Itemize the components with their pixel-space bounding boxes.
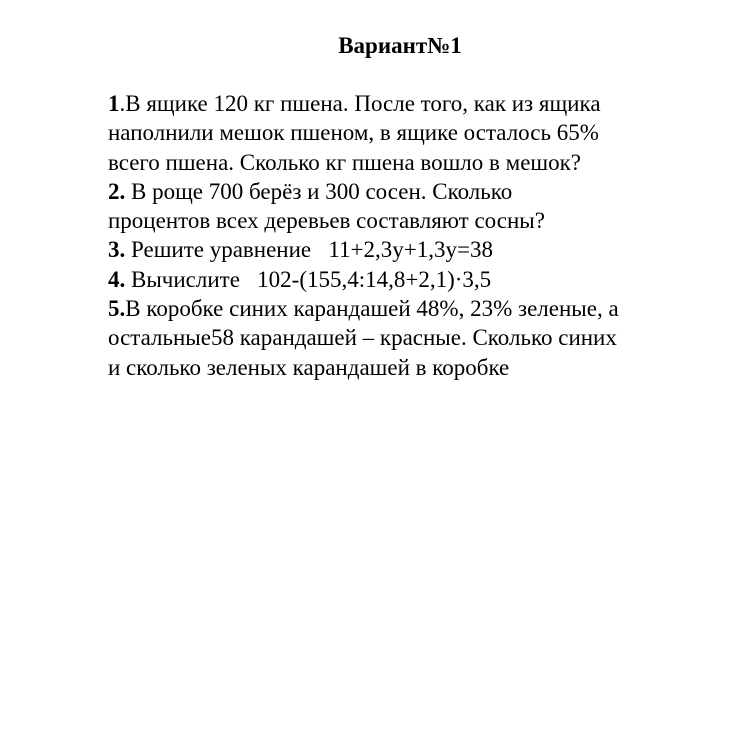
task-3-number: 3. (108, 237, 126, 263)
page-title: Вариант№1 (338, 33, 462, 58)
task-1-text-1: .В ящике 120 кг пшена. После того, как из ящика (119, 91, 601, 116)
task-2-text-1: В роще 700 берёз и 300 сосен. Сколько (125, 178, 513, 204)
task-1-line-1 (108, 89, 728, 118)
task-4-line-1 (108, 265, 728, 294)
task-5-line-2: остальные58 карандашей – красные. Сколько синих (108, 325, 617, 351)
task-2-line-1 (108, 177, 728, 206)
task-list (108, 89, 728, 382)
task-2-number: 2. (108, 178, 126, 204)
task-5-line-1 (108, 294, 728, 323)
task-1-line-2: наполнили мешок пшеном, в ящике осталось 65% (108, 120, 599, 146)
task-1-line-3: всего пшена. Сколько кг пшена вошло в мешок? (108, 149, 582, 175)
task-3-text-1: Решите уравнение 11+2,3у+1,3у=38 (125, 237, 493, 263)
task-5-number: 5. (108, 296, 126, 322)
task-5-text-1: В коробке синих карандашей 48%, 23% зеленые, а (125, 296, 619, 322)
task-1-number: 1 (108, 91, 120, 116)
task-5-line-3: и сколько зеленых карандашей в коробке (108, 354, 510, 380)
task-3-line-1 (108, 235, 728, 264)
task-4-text-1: Вычислите 102-(155,4:14,8+2,1)·3,5 (125, 266, 492, 292)
task-4-number: 4. (108, 266, 126, 292)
task-2-line-2: процентов всех деревьев составляют сосны? (108, 208, 545, 234)
